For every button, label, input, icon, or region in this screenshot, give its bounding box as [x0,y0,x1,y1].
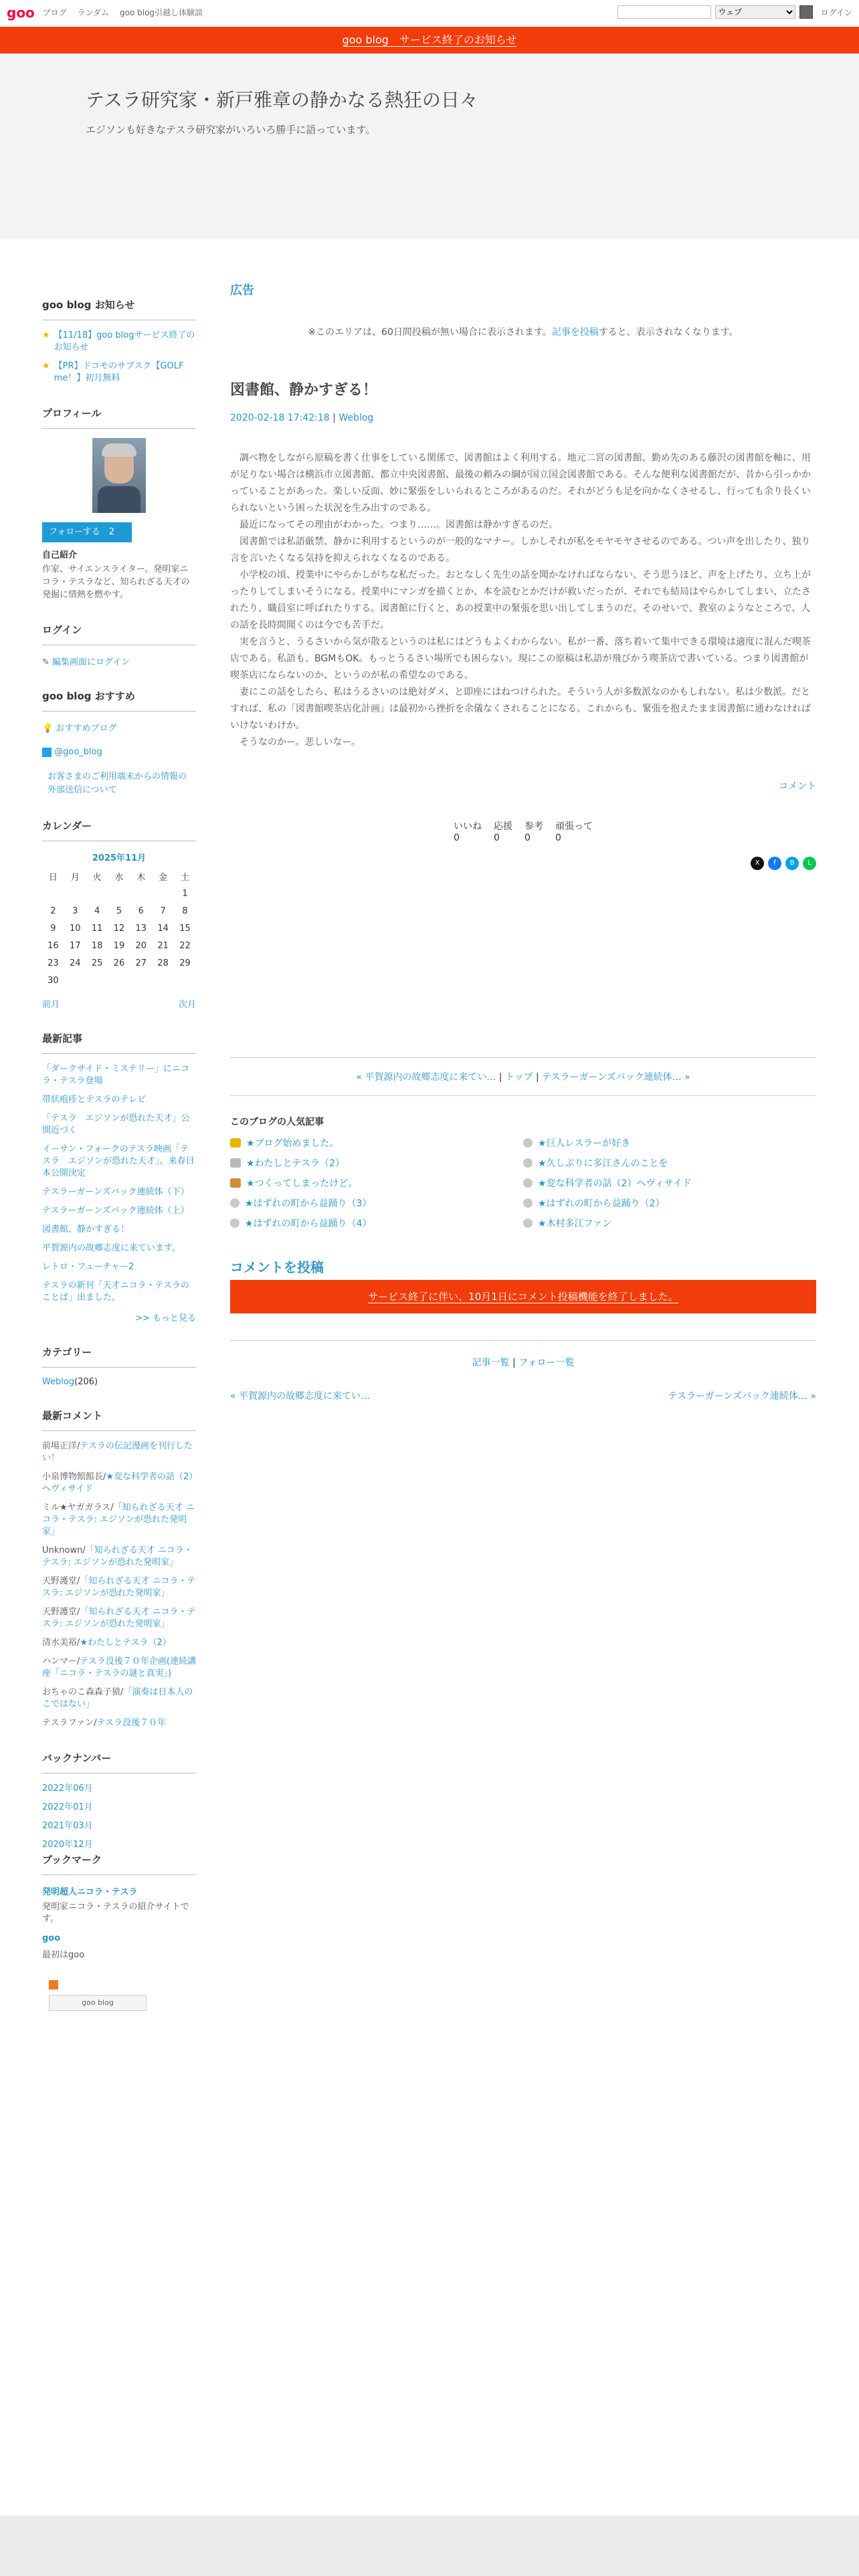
category-section-title: カテゴリー [42,1345,196,1368]
bookmark-section-title: ブックマーク [42,1852,196,1875]
reaction-label: 頑張って [555,821,593,832]
comment-author: 小泉博物館館長 [42,1472,104,1482]
comment-author: ミル★ヤガガラス [42,1503,111,1513]
follow-button[interactable] [42,522,132,542]
twitter-link[interactable]: @goo_blog [54,747,102,757]
login-section-title: ログイン [42,623,196,645]
notice-section-title: goo blog お知らせ [42,298,196,320]
prev-article-link[interactable]: « 平賀源内の故郷志度に来てい… [230,1391,371,1402]
backnumber-item [42,1820,196,1832]
entry-title[interactable]: 図書館、静かすぎる！ [230,382,378,399]
search-icon[interactable] [799,5,813,19]
line-share-icon[interactable]: L [803,857,816,870]
calendar-weekday: 日 [48,872,58,883]
calendar-weekday: 金 [159,872,168,883]
calendar-prev-link[interactable]: 前月 [42,1000,60,1010]
calendar-week [42,972,196,989]
category-count: (206) [74,1377,98,1387]
rss-icon[interactable] [49,1980,58,1990]
reaction-label: 参考 [524,821,543,832]
calendar-day: 13 [135,923,147,934]
calendar-day: 17 [69,940,81,951]
recent-item [42,1261,196,1273]
popular-article-link[interactable]: ★変な科学者の話（2）ヘヴィサイド [538,1178,692,1189]
comment-item [42,1606,196,1630]
comment-sep: / [110,1503,114,1513]
reaction-count: 0 [555,833,561,843]
goo-logo[interactable]: goo [7,4,35,21]
popular-article-link[interactable]: ★久しぶりに多江さんのことを [538,1158,668,1169]
comment-closed-banner[interactable] [230,1280,816,1313]
calendar-day: 22 [179,940,191,951]
backnumber-link[interactable]: 2022年06月 [42,1784,93,1794]
comment-article-link[interactable]: テスラ没後７０年 [96,1718,167,1728]
comment-closed-text[interactable]: サービス終了に伴い、10月1日にコメント投稿機能を終了しました。 [368,1291,678,1303]
comment-item [42,1656,196,1680]
crown-icon [230,1138,241,1148]
avatar[interactable] [92,438,146,513]
ad-note-text: すると、表示されなくなります。 [598,327,739,338]
category-section [42,1345,196,1387]
calendar-day: 9 [50,923,56,934]
calendar-day: 16 [47,940,59,951]
entry-paragraph: 小学校の頃、授業中にやらかしがちな私だった。おとなしく先生の話を聞かなければならない、そう思うほど、声を上げたり、立ち上がったりしてしまいそうになる。授業中にマンガを描くとか、本を読むとかだけが救いだったが、それでも結局はやらかしてしまい、立たされたり、職員室に呼ばれたりする。図書館に行くと、あの授業中の緊張を思い出してしまうのだ。そのせいで、教室のようなところで、人の話を長時間聞くのは今でも苦手だ。 [230,570,811,631]
reaction-buttons [230,819,816,843]
comment-sep: / [94,1718,97,1728]
articles-list-link[interactable]: 記事一覧 [472,1358,510,1368]
calendar-section-title: カレンダー [42,819,196,841]
comment-article-link[interactable]: テスラの伝記漫画を刊行したい！ [42,1441,193,1463]
calendar-day [42,885,64,902]
comment-author: 天野護堂 [42,1607,78,1617]
comment-article-link[interactable]: テスラ没後７０年企画(連続講座「ニコラ・テスラの謎と真実」) [42,1656,196,1679]
backnumber-item [42,1783,196,1795]
reaction-button[interactable] [454,819,482,843]
recent-item [42,1280,196,1304]
calendar-day: 26 [113,958,125,968]
calendar-day: 8 [182,905,188,916]
comment-sep: / [77,1656,80,1667]
blog-header [0,53,859,239]
calendar-week [42,920,196,937]
bottom-nav: 記事一覧 | フォロー一覧 [230,1340,816,1369]
entry-paragraph: 実を言うと、うるさいから気が散るというのは私にはどうもよくわからない。私が一番、落ち着いて集中できる環境は適度に混んだ喫茶店である。私語も、BGMもOK。もっとうるさい場所でも困らない。現にこの原稿は私語が飛びかう喫茶店で書いている。つまり図書館が喫茶店にならないのか、というのが私の希望なのである。 [230,637,811,681]
entry-category-link[interactable]: Weblog [339,413,374,423]
article-pager: « 平賀源内の故郷志度に来てい… | トップ | テスラーガーンズバック連続体… » [230,1057,816,1096]
backnumber-link[interactable]: 2022年01月 [42,1802,93,1812]
comment-sep: / [120,1687,124,1697]
calendar-day [174,972,196,989]
recent-article-link[interactable]: テスラの新刊「天才ニコラ・テスラのことば」出ました。 [42,1281,189,1303]
recent-item [42,1063,196,1087]
recent-item [42,1144,196,1180]
bulb-icon: 💡 [42,724,54,734]
popular-article-link[interactable]: ★わたしとテスラ（2） [246,1158,345,1169]
calendar-weekday: 火 [92,872,102,883]
comment-link[interactable]: コメント [779,781,816,792]
calendar-day: 30 [47,975,59,986]
calendar-day: 20 [135,940,147,951]
backnumber-section-title: バックナンバー [42,1751,196,1774]
calendar-day [108,885,130,902]
ad-title: 広告 [230,284,254,298]
calendar-day: 5 [116,905,122,916]
crown-icon [230,1158,241,1168]
reaction-label: 応援 [494,821,512,832]
popular-item [230,1216,523,1230]
comment-post-title: コメントを投稿 [230,1259,324,1275]
comment-author: おちゃのこ森森子猿 [42,1687,121,1697]
login-section [42,623,196,667]
bookmark-link[interactable]: goo [42,1933,61,1943]
reaction-button[interactable] [555,819,593,843]
calendar-day: 15 [179,923,191,934]
pager-top-link[interactable]: トップ [504,1072,533,1083]
calendar-day: 7 [160,905,166,916]
circle-icon [523,1218,533,1228]
calendar-day [64,885,86,902]
pencil-icon: ✎ [42,657,50,667]
calendar-day: 2 [50,905,56,916]
share-buttons [230,857,816,870]
calendar-day [130,885,152,902]
recent-section [42,1031,196,1323]
backnumber-link[interactable]: 2020年12月 [42,1840,93,1850]
comment-article-link[interactable]: ★わたしとテスラ（2） [80,1638,171,1648]
recent-article-link[interactable]: 図書館、静かすぎる！ [42,1224,130,1235]
popular-item [523,1196,816,1210]
entry-body [230,450,816,751]
reaction-button[interactable] [494,819,512,843]
comment-sep: / [77,1638,80,1648]
footer [0,2516,859,2576]
recommend-link[interactable]: おすすめブログ [56,724,117,734]
sidebar [42,298,196,2032]
recent-article-link[interactable]: 「ダークサイド・ミステリー」にニコラ・テスラ登場 [42,1064,189,1086]
backnumber-item [42,1802,196,1814]
next-article-link[interactable]: テスラーガーンズバック連続体… » [668,1391,816,1402]
recent-article-link[interactable]: テスラーガーンズバック連続体（上） [42,1206,189,1216]
comment-item [42,1717,196,1729]
category-link[interactable]: Weblog [42,1377,75,1387]
entry-date: 2020-02-18 17:42:18 [230,413,330,423]
comment-item [42,1637,196,1649]
calendar-day [108,972,130,989]
bookmark-desc: 発明家ニコラ・テスラの紹介サイトです。 [42,1902,189,1924]
recent-article-link[interactable]: レトロ・フューチャー2 [42,1262,134,1272]
main-content [230,281,816,1402]
entry-paragraph: 妻にこの話をしたら、私はうるさいのは絶対ダメ、と即座にはねつけられた。そういう人が多数派なのかもしれない。私は少数派。だとすれば、私の「図書館喫茶店化計画」は最初から挫折を余儀なくされることになる。これからも、緊張を抱えたまま図書館に通わなければいけないわけか。 [230,687,811,731]
recommend-section-title: goo blog おすすめ [42,689,196,712]
ad-note [230,325,816,338]
calendar-weekday: 木 [136,872,146,883]
calendar-month: 2025年11月 [92,853,147,863]
circle-icon [523,1138,533,1148]
goo-blog-badge[interactable]: goo blog [49,1995,147,2011]
external-info-link[interactable]: お客さまのご利用端末からの情報の外部送信について [47,772,187,795]
comment-article-link[interactable]: 「知られざる天才 ニコラ・テスラ: エジソンが恐れた発明家」 [42,1545,193,1568]
calendar-weekday: 水 [114,872,124,883]
circle-icon [523,1178,533,1188]
search-input[interactable] [617,5,711,19]
comment-sep: / [82,1545,86,1555]
follow-count: 2 [108,527,114,537]
twitter-icon [42,748,52,757]
comment-item [42,1440,196,1465]
calendar-day: 25 [91,958,103,968]
reaction-count: 0 [524,833,531,843]
star-icon: ★ [42,330,50,340]
comment-sep: / [103,1472,106,1482]
popular-list [230,1136,816,1230]
bookmark-desc: 最初はgoo [42,1950,85,1960]
calendar-weekday: 土 [181,872,190,883]
circle-icon [523,1158,533,1168]
facebook-share-icon[interactable]: f [768,857,781,870]
calendar-week [42,902,196,920]
crown-icon [230,1178,241,1188]
backnumber-section [42,1751,196,1850]
calendar-day [152,972,174,989]
calendar-day [86,885,108,902]
calendar-day [86,972,108,989]
service-end-link[interactable]: goo blog サービス終了のお知らせ [342,33,517,46]
backnumber-link[interactable]: 2021年03月 [42,1821,93,1831]
calendar-day: 3 [72,905,78,916]
intro-title: 自己紹介 [42,550,78,560]
recent-item [42,1094,196,1106]
calendar-weekday: 月 [70,872,80,883]
nav-blog[interactable]: ブログ [42,8,67,17]
recent-item [42,1205,196,1217]
recent-item [42,1243,196,1255]
follow-list-link[interactable]: フォロー一覧 [518,1358,575,1368]
global-topbar [0,0,859,25]
star-icon: ★ [42,361,50,371]
calendar-week [42,885,196,902]
prev-next-nav [230,1389,816,1402]
reaction-count: 0 [454,833,460,843]
post-article-link[interactable]: 記事を投稿 [551,327,599,338]
comment-item [42,1576,196,1600]
calendar-day: 4 [94,905,100,916]
comment-article-link[interactable]: 「知られざる天才 ニコラ・テスラ: エジソンが恐れた発明家」 [42,1576,196,1598]
calendar-day: 19 [113,940,125,951]
intro-text: 作家、サイエンスライター。発明家ニコラ・テスラなど、知られざる天才の発掘に情熱を燃やす。 [42,564,190,600]
comment-article-link[interactable]: 「知られざる天才 ニコラ・テスラ: エジソンが恐れた発明家」 [42,1607,196,1629]
entry-meta [230,413,816,423]
recommend-section [42,689,196,797]
recent-section-title: 最新記事 [42,1031,196,1054]
notice-item[interactable]: 【PR】ドコモのサブスク【GOLF me！】初月無料 [54,361,184,383]
popular-article-link[interactable]: ★はずれの町から益踊り（2） [538,1198,665,1209]
popular-item [523,1136,816,1150]
popular-item [523,1176,816,1190]
calendar-day: 21 [157,940,169,951]
comment-item [42,1471,196,1495]
pager-next-link[interactable]: テスラーガーンズバック連続体… » [542,1072,690,1083]
search-scope-select[interactable] [715,5,795,19]
nav-random[interactable]: ランダム [77,8,110,17]
comment-author: 前場正洋 [42,1441,78,1451]
ad-note-text: ※このエリアは、60日間投稿が無い場合に表示されます。 [308,327,552,338]
calendar-day: 28 [157,958,169,968]
edit-login-link[interactable]: 編集画面にログイン [52,657,130,667]
popular-item [230,1136,523,1150]
hatena-share-icon[interactable]: B [785,857,799,870]
nav-migration[interactable]: goo blog引越し体験談 [120,8,203,17]
profile-section-title: プロフィール [42,406,196,429]
bookmark-section [42,1852,196,2011]
reaction-button[interactable] [524,819,543,843]
calendar-day: 12 [113,923,125,934]
comment-author: 清水美裕 [42,1638,78,1648]
comment-sep: / [77,1576,80,1586]
popular-article-link[interactable]: ★ブログ始めました。 [246,1138,339,1149]
circle-icon [523,1198,533,1208]
calendar-day: 27 [135,958,147,968]
service-end-banner[interactable] [0,27,859,53]
comment-article-link[interactable]: ★変な科学者の話（2）ヘヴィサイド [42,1472,193,1494]
popular-article-link[interactable]: ★木村多江ファン [538,1218,612,1229]
recent-item [42,1186,196,1198]
recent-article-link[interactable]: 平賀源内の故郷志度に来ています。 [42,1243,181,1253]
popular-article-link[interactable]: ★つくってしまったけど。 [246,1178,358,1189]
recent-item [42,1113,196,1137]
popular-article-link[interactable]: ★はずれの町から益踊り（3） [245,1198,372,1209]
popular-item [230,1196,523,1210]
entry-sep: | [332,413,336,423]
profile-section [42,406,196,601]
calendar-day: 29 [179,958,191,968]
calendar-day: 24 [69,958,81,968]
reaction-count: 0 [494,833,500,843]
entry-paragraph: そうなのかー。悲しいなー。 [230,737,361,748]
calendar-day: 23 [47,958,59,968]
comment-article-link[interactable]: 「演奏は日本人のこではない」 [42,1687,193,1709]
comment-article-link[interactable]: 「知られざる天才 ニコラ・テスラ: エジソンが恐れた発明家」 [42,1503,195,1537]
bookmark-link[interactable]: 発明超人ニコラ・テスラ [42,1887,138,1897]
blog-title[interactable]: テスラ研究家・新戸雅章の静かなる熱狂の日々 [86,89,478,111]
blog-description: エジソンも好きなテスラ研究家がいろいろ勝手に語っています。 [86,124,376,136]
notice-section [42,298,196,385]
calendar-week [42,937,196,954]
reaction-label: いいね [454,821,482,832]
recent-item [42,1224,196,1236]
recent-article-link[interactable]: 帯状疱疹とテスラのテレビ [42,1095,147,1105]
calendar-day [64,972,86,989]
calendar-next-link[interactable]: 次月 [178,1000,196,1010]
follow-label: フォローする [49,527,100,537]
calendar-day: 10 [69,923,81,934]
popular-title: このブログの人気記事 [230,1117,324,1128]
comment-item [42,1545,196,1569]
entry-paragraph: 図書館では私語厳禁、静かに利用するというのが一般的なマナー。しかしそれが私をモヤモヤさせるのである。つい声を出したり、独り言を言いたくなる気持を抑えられなくなるのである。 [230,536,811,564]
popular-article-link[interactable]: ★はずれの町から益踊り（4） [245,1218,372,1229]
notice-item[interactable]: 【11/18】goo blogサービス終了のお知らせ [54,330,195,352]
comment-author: Unknown [42,1545,83,1555]
comment-author: ハンマー [42,1656,78,1667]
calendar-day: 18 [91,940,103,951]
pager-prev-link[interactable]: « 平賀源内の故郷志度に来てい… [356,1072,496,1083]
comment-sep: / [77,1441,80,1451]
comment-author: 天野護堂 [42,1576,78,1586]
popular-item [523,1216,816,1230]
popular-item [230,1156,523,1170]
backnumber-item [42,1839,196,1851]
recent-article-link[interactable]: 「テスラ エジソンが恐れた天才」公開近づく [42,1113,190,1136]
circle-icon [230,1198,240,1208]
comment-author: テスラファン [42,1718,94,1728]
calendar-day: 1 [182,888,188,899]
comments-section [42,1408,196,1729]
entry-paragraph: 最近になってその理由がわかった。つまり……。図書館は静かすぎるのだ。 [230,520,558,530]
calendar-section [42,819,196,1010]
calendar-week [42,954,196,972]
recent-article-link[interactable]: テスラーガーンズバック連続体（下） [42,1187,189,1197]
comment-item [42,1687,196,1711]
calendar-day: 11 [91,923,103,934]
x-share-icon[interactable]: X [751,857,764,870]
comments-section-title: 最新コメント [42,1408,196,1431]
login-link[interactable]: ログイン [820,7,852,17]
circle-icon [230,1218,240,1228]
calendar-day: 14 [157,923,169,934]
calendar-day [152,885,174,902]
popular-item [523,1156,816,1170]
entry-paragraph: 調べ物をしながら原稿を書く仕事をしている関係で、図書館はよく利用する。地元二宮の図書館、勤め先のある藤沢の図書館を軸に、用が足りない場合は横浜市立図書館、都立中央図書館、最後の頼みの綱が国立国会図書館である。そんな便利な図書館だが、昔から引っかかっていることがあった。楽しい反面、妙に緊張をしいられるところがあるのだ。それがどうも足を向かなくさせるし、行っても余り長くいられないという困った状況を生み出すのである。 [230,453,811,514]
popular-article-link[interactable]: ★巨人レスラーが好き [538,1138,631,1149]
comment-item [42,1502,196,1538]
calendar-table [42,867,196,989]
calendar-day: 6 [138,905,144,916]
calendar-day [130,972,152,989]
recent-more-link[interactable]: >> もっと見る [135,1313,196,1323]
comment-sep: / [77,1607,80,1617]
popular-item [230,1176,523,1190]
recent-article-link[interactable]: イーサン・フォークのテスラ映画「テスラ エジソンが恐れた天才」、来春日本公開決定 [42,1144,195,1178]
